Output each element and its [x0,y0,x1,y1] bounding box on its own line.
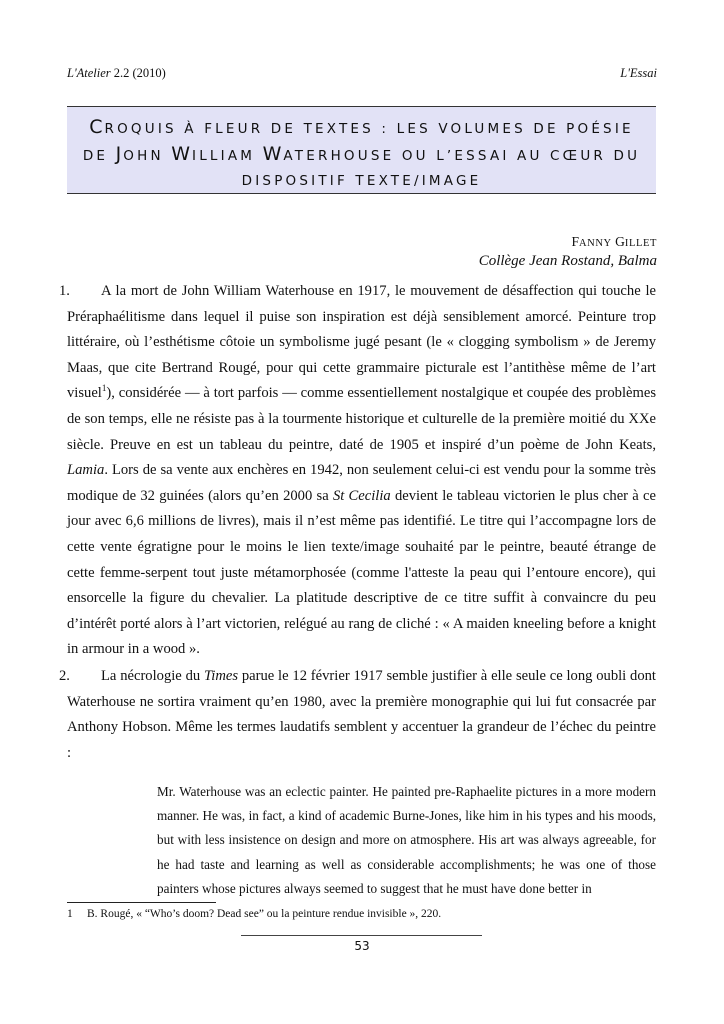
journal-name: L'Atelier [67,66,111,80]
paragraph-1 [59,279,656,663]
article-title-box [67,106,656,194]
title-line-3: DISPOSITIF TEXTE/IMAGE [241,173,482,189]
author-affiliation: Collège Jean Rostand, Balma [478,253,657,269]
paragraph-number: 2. [59,668,70,684]
page-number: 53 [354,939,370,953]
journal-volume: 2.2 (2010) [110,66,166,80]
section-name: L'Essai [620,66,657,80]
footnote-1 [67,906,441,922]
footnote-number: 1 [67,908,73,920]
footnote-text: B. Rougé, « “Who’s doom? Dead see” ou la peinture rendue invisible », 220. [87,908,442,920]
footnote-ref[interactable]: 1 [101,383,107,394]
author-name: FANNY GILLET [571,234,657,249]
paragraph-2 [59,664,656,766]
paragraph-body: A la mort de John William Waterhouse en 1917, le mouvement de désaffection qui touche le Préraphaélitisme dans lequel il puise son inspiration est déjà sensiblement amorcé. Peinture trop littéraire, où l’esthétisme côtoie un symbolisme jugé pesant (le « clogging symbolism » de Jeremy Maas, que cite Bertrand Rougé, pour qui cette grammaire picturale est l’antithèse même de l’art visuel$^1$), considérée — à tort parfois — comme essentiellement nostalgique et coupée des problèmes de son temps, elle ne résiste pas à la tourmente historique et culturelle de la première moitié du XXe siècle. Preuve en est un tableau du peintre, daté de 1905 et inspiré d’un poème de John Keats, Lamia. Lors de sa vente aux enchères en 1942, non seulement celui-ci est vendu pour la somme très modique de 32 guinées (alors qu’en 2000 sa St Cecilia devient le tableau victorien le plus cher à ce jour avec 6,6 millions de livres), mais il n’est même pas identifié. Le titre qui l’accompagne lors de cette vente égratigne pour le moins le lien texte/image souhaité par le peintre, beauté étrange de cette femme-serpent tout juste métamorphosée (comme l'atteste la peau qui l’entoure encore), qui ensorcelle la figure du chevalier. La platitude descriptive de ce titre suffit à convaincre du peu d’intérêt porté alors à l’art victorien, relégué au rang de cliché : « A maiden kneeling before a knight in armour in a wood ». [67,283,656,658]
footnote-separator [67,902,216,903]
journal-citation [67,66,166,81]
block-quote: Mr. Waterhouse was an eclectic painter. He painted pre-Raphaelite pictures in a more modern manner. He was, in fact, a kind of academic Burne-Jones, like him in his types and his moods, but with less insistence on design and more on atmosphere. His art was always agreeable, for he had taste and learning as well as considerable accomplishments; he was one of those painters whose pictures always seemed to suggest that he must have done better in [157,784,656,896]
title-line-2: DE JOHN WILLIAM WATERHOUSE OU L’ESSAI AU CŒUR DU [82,143,641,165]
running-header [67,66,657,82]
paragraph-number: 1. [59,283,70,299]
title-line-1: CROQUIS À FLEUR DE TEXTES : LES VOLUMES DE POÉSIE [89,116,634,138]
paragraph-body: La nécrologie du Times parue le 12 février 1917 semble justifier à elle seule ce long oubli dont Waterhouse ne sortira vraiment qu’en 1980, avec la première monographie qui lui fut consacrée par Anthony Hobson. Même les termes laudatifs semblent y accentuer la grandeur de l’échec du peintre : [67,668,656,761]
page-number-rule [241,935,482,936]
